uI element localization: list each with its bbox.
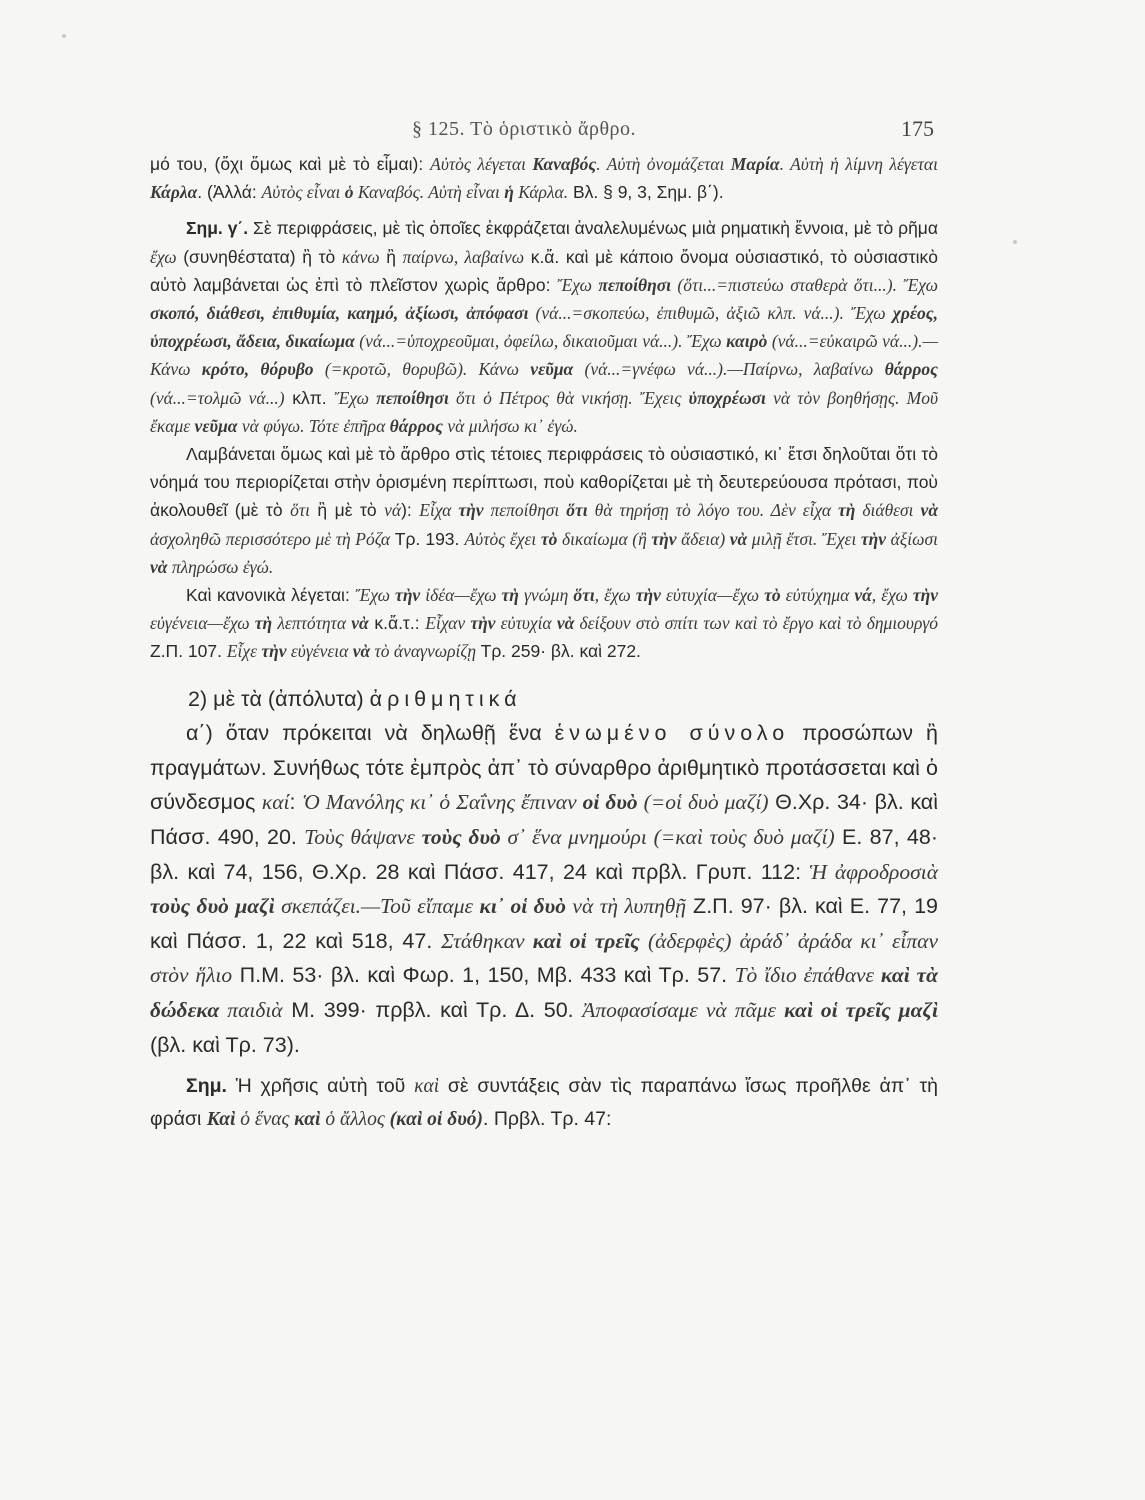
note-gamma-paragraph bbox=[150, 214, 938, 440]
example-bold: σκοπό, διάθεσι, ἐπιθυμία, καημό, ἀξίωσι, ἀπόφασι bbox=[150, 303, 529, 324]
text: Βλ. § 9, 3, Σημ. β΄). bbox=[568, 182, 724, 203]
book-page bbox=[150, 110, 938, 1136]
example-text: ἔχω bbox=[150, 246, 177, 267]
text: Τρ. 259· βλ. καὶ 272. bbox=[476, 641, 641, 662]
example-text: Ἔχω bbox=[334, 387, 377, 408]
text: κ.ἄ.τ.: bbox=[368, 613, 426, 634]
example-text: (νά...=σκοπεύω, ἐπιθυμῶ, ἀξιῶ κλπ. νά...). Ἔχω bbox=[528, 303, 893, 324]
canonical-usage-paragraph bbox=[150, 581, 938, 666]
example-text: Τοὺς θάψανε bbox=[304, 825, 422, 850]
example-bold: καὶ οἱ τρεῖς μαζὶ bbox=[784, 998, 938, 1022]
example-text: (νά...=γνέφω νά...).—Παίρνω, λαβαίνω bbox=[573, 359, 885, 380]
text: Καὶ κανονικὰ λέγεται: bbox=[186, 585, 356, 606]
text: προσώπων ἢ πραγμάτων. Συνήθως τότε ἐμπρὸς ἀπ᾿ τὸ σύναρθρο ἀριθμητικὸ προτάσσεται καὶ ὁ σύνδεσμος bbox=[150, 721, 939, 815]
example-text: Ἡ ἀφροδροσιὰ bbox=[809, 859, 938, 884]
example-text: νὰ τὴ λυπηθῇ bbox=[565, 894, 686, 919]
example-bold: νεῦμα bbox=[530, 359, 574, 380]
example-text: παιδιὰ bbox=[219, 998, 283, 1022]
speck-mark bbox=[62, 34, 66, 38]
example-bold: τὴ bbox=[838, 500, 856, 521]
example-bold: τὸ bbox=[540, 528, 558, 549]
example-text: εὐτυχία—ἔχω bbox=[660, 585, 765, 606]
example-text: νά bbox=[384, 500, 402, 521]
example-bold: καὶ bbox=[294, 1109, 321, 1131]
text: : bbox=[289, 790, 303, 815]
text: ἢ μὲ τὸ bbox=[309, 500, 385, 521]
example-text: δικαίωμα (ἢ bbox=[557, 528, 652, 549]
example-bold: κι᾿ οἱ δυὸ bbox=[479, 894, 566, 919]
example-bold: θάρρος bbox=[389, 415, 443, 436]
example-text: νὰ τὸν βοηθήσῃς. Μοῦ ἔκαμε bbox=[150, 387, 938, 436]
example-bold: νὰ bbox=[352, 641, 371, 662]
example-bold: νὰ bbox=[351, 613, 369, 634]
text: κ.ἄ. καὶ μὲ κάποιο ὄνομα οὐσιαστικό, τὸ οὐσιαστικὸ αὐτὸ λαμβάνεται ὡς ἐπὶ τὸ πλεῖστον χωρὶς ἄρθρο: bbox=[150, 246, 938, 295]
example-text: ἀξίωσι bbox=[886, 528, 938, 549]
example-text: κάνω bbox=[341, 246, 380, 267]
example-text: Αὐτὸς ἔχει bbox=[464, 528, 541, 549]
example-bold: τὴν bbox=[635, 585, 661, 606]
example-bold: ὅτι bbox=[566, 500, 588, 521]
example-text: (=οἱ δυὸ μαζί) bbox=[637, 790, 769, 815]
example-text: (νά...=εὐκαιρῶ νά...).—Κάνω bbox=[150, 331, 939, 380]
example-bold: νὰ bbox=[556, 613, 575, 634]
example-text: Κάρλα. bbox=[513, 182, 569, 203]
example-text: Τὸ ἴδιο ἐπάθανε bbox=[734, 963, 881, 988]
example-bold: τὴν bbox=[912, 585, 938, 606]
example-text: , ἔχω bbox=[594, 585, 636, 606]
page-number: 175 bbox=[901, 116, 934, 141]
example-bold: τὴν bbox=[395, 585, 421, 606]
example-text: νὰ φύγω. Τότε ἐπῆρα bbox=[237, 415, 390, 436]
section-title: § 125. Τὸ ὁριστικὸ ἄρθρο. bbox=[412, 118, 637, 140]
example-bold: ὁ bbox=[344, 182, 354, 203]
note-paragraph bbox=[150, 1070, 938, 1136]
example-text: Εἶχα bbox=[419, 500, 459, 521]
example-text: Ὁ Μανόλης κι᾿ ὁ Σαΐνης ἔπιναν bbox=[302, 790, 583, 815]
example-bold: νὰ bbox=[729, 528, 748, 549]
example-text: σ᾿ ἕνα μνημούρι (=καὶ τοὺς δυὸ μαζί) bbox=[500, 825, 835, 850]
text: Τρ. 193. bbox=[390, 528, 465, 549]
example-text: Καναβός. Αὐτὴ εἶναι bbox=[353, 182, 505, 203]
example-text: εὐτύχημα bbox=[780, 585, 855, 606]
example-text: Στάθηκαν bbox=[441, 928, 533, 953]
example-bold: νὰ bbox=[920, 500, 938, 521]
text: Ἡ χρῆσις αὐτὴ τοῦ bbox=[226, 1075, 415, 1098]
text: σὲ συντάξεις σὰν τὶς παραπάνω ἴσως προῆλθε ἀπ᾿ τὴ φράσι bbox=[150, 1075, 938, 1131]
example-text: (νά...=τολμῶ νά...) bbox=[150, 387, 285, 408]
paragraph-continuation bbox=[150, 150, 938, 206]
text: Μ. 399· πρβλ. καὶ Τρ. Δ. 50. bbox=[282, 998, 583, 1022]
example-text: μιλῇ ἔτσι. Ἔχει bbox=[747, 528, 861, 549]
example-bold: Κάρλα bbox=[150, 182, 198, 203]
example-bold: τὴν bbox=[860, 528, 887, 549]
example-text: νὰ μιλήσω κι᾿ ἐγώ. bbox=[443, 415, 578, 436]
example-bold: Μαρία bbox=[730, 154, 780, 174]
example-text: ὅτι bbox=[290, 500, 310, 521]
example-text: πληρώσω ἐγώ. bbox=[167, 556, 274, 577]
spaced-term: ἑνωμένο σύνολο bbox=[554, 721, 790, 746]
example-bold: ὑποχρέωσι bbox=[688, 387, 766, 408]
example-bold: καὶ τὰ δώδεκα bbox=[150, 963, 938, 1022]
text: 2) μὲ τὰ (ἀπόλυτα) bbox=[188, 686, 370, 711]
spacer bbox=[150, 206, 938, 214]
example-bold: Καὶ bbox=[206, 1109, 236, 1131]
example-text: Ἀποφασίσαμε νὰ πᾶμε bbox=[582, 998, 785, 1022]
example-text: ὁ ἕνας bbox=[235, 1109, 295, 1131]
example-text: ἄδεια) bbox=[676, 528, 730, 549]
example-bold: νὰ bbox=[150, 556, 168, 577]
example-text: δείξουν στὸ σπίτι των καὶ τὸ ἔργο καὶ τὸ δημιουργό bbox=[574, 613, 939, 634]
text: μό του, (ὄχι ὅμως καὶ μὲ τὸ εἶμαι): bbox=[150, 154, 431, 174]
spacer bbox=[150, 666, 938, 682]
example-bold: νά bbox=[854, 585, 872, 606]
text: Θ.Χρ. 34· βλ. καὶ Πάσσ. 490, 20. bbox=[150, 790, 939, 850]
numerals-alpha-paragraph bbox=[150, 716, 938, 1062]
example-bold: θάρρος bbox=[884, 359, 938, 380]
example-text: διάθεσι bbox=[855, 500, 921, 521]
example-bold: νεῦμα bbox=[194, 415, 238, 436]
example-text: θὰ τηρήσῃ τὸ λόγο του. Δὲν εἶχα bbox=[587, 500, 839, 521]
example-bold: τὴ bbox=[501, 585, 519, 606]
example-text: παίρνω, λαβαίνω bbox=[402, 246, 525, 267]
numerals-heading bbox=[150, 682, 938, 717]
text: Λαμβάνεται ὅμως καὶ μὲ τὸ ἄρθρο στὶς τέτοιες περιφράσεις τὸ οὐσιαστικό, κι᾿ ἔτσι δηλοῦται ὅτι τὸ νόημά του περιορίζεται στὴν ὁρισμένη περίπτωσι, ποὺ καθορίζεται μὲ τὴ δευτερεύουσα πρότασι, ποὺ ἀκολουθεῖ (μὲ τὸ bbox=[150, 444, 938, 521]
example-bold: τὸ bbox=[764, 585, 781, 606]
example-bold: τὴν bbox=[651, 528, 677, 549]
example-bold: τὴν bbox=[458, 500, 484, 521]
text: (συνηθέστατα) ἢ τὸ bbox=[176, 246, 342, 267]
example-text: σκεπάζει.—Τοῦ εἴπαμε bbox=[274, 894, 480, 919]
text: ἢ bbox=[379, 246, 403, 267]
example-text: ὁ ἄλλος bbox=[320, 1109, 390, 1131]
text: Ζ.Π. 97· βλ. καὶ Ε. 77, 19 καὶ Πάσσ. 1, 22 καὶ 518, 47. bbox=[150, 894, 938, 953]
example-bold: τοὺς δυὸ μαζὶ bbox=[150, 894, 275, 919]
example-text: (=κροτῶ, θορυβῶ). Κάνω bbox=[313, 359, 531, 380]
speck-mark bbox=[1013, 240, 1017, 244]
text: . Πρβλ. Τρ. 47: bbox=[483, 1108, 612, 1131]
text: κλπ. bbox=[284, 387, 335, 408]
example-text: ἰδέα—ἔχω bbox=[420, 585, 502, 606]
example-text: . Αὐτὴ ἡ λίμνη λέγεται bbox=[779, 154, 938, 174]
text: α΄) ὅταν πρόκειται νὰ δηλωθῇ ἕνα bbox=[186, 721, 555, 746]
example-bold: Καναβός bbox=[532, 154, 597, 174]
example-bold: καιρὸ bbox=[726, 331, 768, 352]
example-text: , ἔχω bbox=[871, 585, 913, 606]
example-text: Εἶχαν bbox=[425, 613, 471, 634]
spaced-term: ἀριθμητικά bbox=[369, 686, 522, 711]
example-text: Εἶχε bbox=[226, 641, 262, 662]
example-text: Αὐτὸς εἶναι bbox=[261, 182, 345, 203]
example-text: (ἀδερφὲς) ἀράδ᾿ ἀράδα κι᾿ εἶπαν στὸν ἥλιο bbox=[150, 928, 938, 988]
example-text: (νά...=ὑποχρεοῦμαι, ὀφείλω, δικαιοῦμαι νά...). Ἔχω bbox=[354, 331, 727, 352]
example-bold: τὴ bbox=[254, 613, 273, 634]
text: Σὲ περιφράσεις, μὲ τὶς ὁποῖες ἐκφράζεται ἀναλελυμένως μιὰ ρηματικὴ ἔννοια, μὲ τὸ ρῆμα bbox=[248, 218, 939, 239]
example-text: γνώμη bbox=[518, 585, 574, 606]
text: (βλ. καὶ Τρ. 73). bbox=[150, 1032, 300, 1057]
example-text: ἀσχοληθῶ περισσότερο μὲ τὴ Ρόζα bbox=[150, 528, 391, 549]
example-text: εὐτυχία bbox=[495, 613, 557, 634]
text: Π.Μ. 53· βλ. καὶ Φωρ. 1, 150, Μβ. 433 καὶ Τρ. 57. bbox=[232, 963, 735, 988]
note-label: Σημ. bbox=[186, 1075, 227, 1098]
example-text: εὐγένεια bbox=[286, 641, 353, 662]
example-bold: ὅτι bbox=[573, 585, 595, 606]
spacer bbox=[150, 1062, 938, 1070]
example-text: καὶ bbox=[414, 1076, 440, 1098]
example-bold: τὴν bbox=[261, 641, 287, 662]
text: . (Ἀλλά: bbox=[197, 182, 262, 203]
example-text: εὐγένεια—ἔχω bbox=[150, 613, 255, 634]
example-bold: τοὺς δυὸ bbox=[421, 825, 501, 850]
example-bold: τὴν bbox=[470, 613, 496, 634]
example-text: ὅτι ὁ Πέτρος θὰ νικήσῃ. Ἔχεις bbox=[448, 387, 689, 408]
text: Ζ.Π. 107. bbox=[150, 641, 227, 662]
note-label: Σημ. γ΄. bbox=[186, 218, 249, 239]
example-text: Ἔχω bbox=[355, 585, 396, 606]
example-bold: χρέος, ὑποχρέωσι, ἄδεια, δικαίωμα bbox=[150, 303, 938, 352]
example-text: πεποίθησι bbox=[483, 500, 567, 521]
example-bold: καὶ οἱ τρεῖς bbox=[532, 928, 640, 953]
example-text: (ὅτι...=πιστεύω σταθερὰ ὅτι...). Ἔχω bbox=[671, 274, 938, 295]
example-bold: ἡ bbox=[504, 182, 514, 203]
text: ): bbox=[401, 500, 420, 521]
example-bold: πεποίθησι bbox=[598, 274, 671, 295]
example-text: λεπτότητα bbox=[272, 613, 352, 634]
example-bold: (καὶ οἱ δυό) bbox=[389, 1109, 483, 1131]
example-bold: κρότο, θόρυβο bbox=[201, 359, 314, 380]
running-header bbox=[150, 110, 938, 150]
example-text: τὸ ἀναγνωρίζῃ bbox=[370, 641, 477, 662]
example-text: καί bbox=[261, 790, 290, 815]
example-text: Αὐτὸς λέγεται bbox=[430, 154, 533, 174]
example-text: . Αὐτὴ ὀνομάζεται bbox=[596, 154, 731, 174]
example-bold: οἱ δυὸ bbox=[582, 790, 638, 815]
example-text: Ἔχω bbox=[557, 274, 599, 295]
article-usage-paragraph bbox=[150, 440, 938, 581]
example-bold: πεποίθησι bbox=[376, 387, 449, 408]
text: Ε. 87, 48· βλ. καὶ 74, 156, Θ.Χρ. 28 καὶ Πάσσ. 417, 24 καὶ πρβλ. Γρυπ. 112: bbox=[150, 825, 938, 884]
